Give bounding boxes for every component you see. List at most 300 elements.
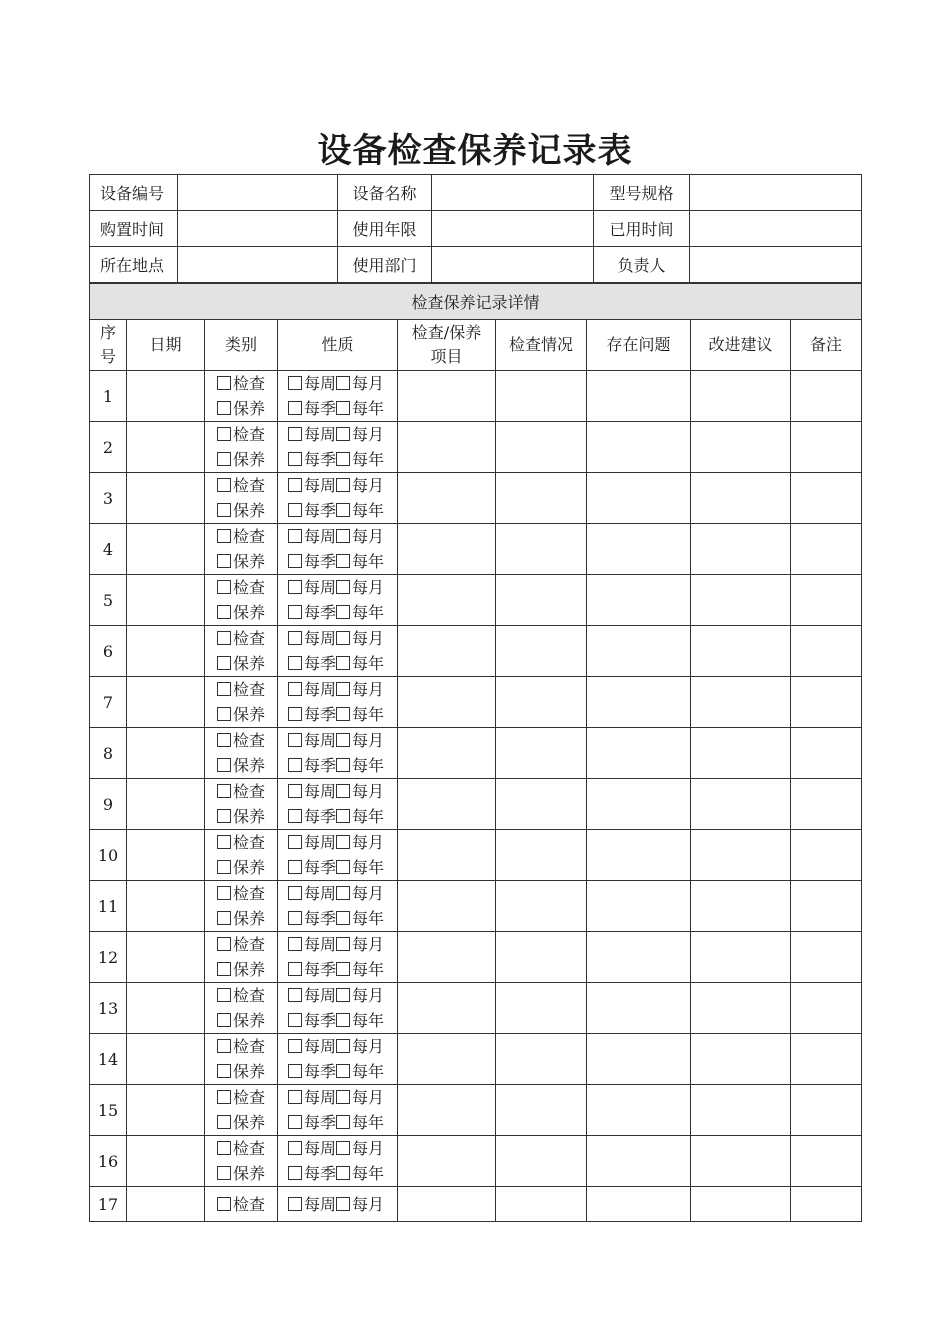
- checkbox[interactable]: [217, 580, 231, 594]
- category-cell: [205, 473, 278, 524]
- item-cell[interactable]: [398, 575, 496, 626]
- row-number: 2: [90, 422, 127, 473]
- option-line: [278, 1085, 397, 1110]
- date-cell[interactable]: [127, 473, 205, 524]
- checkbox[interactable]: [336, 962, 350, 976]
- checkbox[interactable]: [336, 886, 350, 900]
- remark-cell[interactable]: [791, 422, 862, 473]
- condition-cell[interactable]: [496, 626, 587, 677]
- checkbox-label: 每月: [352, 731, 385, 750]
- checkbox-label: 每月: [352, 1088, 385, 1107]
- checkbox-label: 每年: [352, 1062, 385, 1081]
- section-title: 检查保养记录详情: [90, 284, 862, 320]
- info-row: [90, 247, 862, 283]
- remark-cell[interactable]: [791, 1034, 862, 1085]
- remark-cell[interactable]: [791, 1136, 862, 1187]
- date-cell[interactable]: [127, 830, 205, 881]
- table-row: [90, 371, 862, 422]
- suggestion-cell[interactable]: [691, 881, 791, 932]
- condition-cell[interactable]: [496, 932, 587, 983]
- checkbox-label: 每月: [352, 1139, 385, 1158]
- option-line: [205, 473, 277, 498]
- item-cell[interactable]: [398, 983, 496, 1034]
- problem-cell[interactable]: [587, 371, 691, 422]
- checkbox[interactable]: [217, 886, 231, 900]
- checkbox[interactable]: [217, 1141, 231, 1155]
- remark-cell[interactable]: [791, 371, 862, 422]
- item-cell[interactable]: [398, 1085, 496, 1136]
- checkbox[interactable]: [288, 401, 302, 415]
- checkbox[interactable]: [217, 733, 231, 747]
- option-line: [205, 1085, 277, 1110]
- checkbox[interactable]: [288, 1013, 302, 1027]
- checkbox[interactable]: [217, 452, 231, 466]
- option-line: [278, 600, 397, 625]
- checkbox[interactable]: [217, 656, 231, 670]
- location-field[interactable]: [178, 247, 338, 283]
- condition-cell[interactable]: [496, 1085, 587, 1136]
- nature-cell: [278, 1085, 398, 1136]
- checkbox[interactable]: [336, 580, 350, 594]
- checkbox-label: 每周: [304, 1088, 337, 1107]
- checkbox[interactable]: [288, 631, 302, 645]
- checkbox[interactable]: [336, 1039, 350, 1053]
- row-number: 5: [90, 575, 127, 626]
- condition-cell[interactable]: [496, 677, 587, 728]
- row-number: 10: [90, 830, 127, 881]
- option-line: [278, 498, 397, 523]
- checkbox[interactable]: [288, 1090, 302, 1104]
- checkbox-label: 每年: [352, 807, 385, 826]
- checkbox-label: 每月: [352, 425, 385, 444]
- category-cell: [205, 779, 278, 830]
- remark-cell[interactable]: [791, 1085, 862, 1136]
- checkbox[interactable]: [336, 835, 350, 849]
- checkbox[interactable]: [288, 784, 302, 798]
- item-cell[interactable]: [398, 881, 496, 932]
- header-nature: 性质: [278, 320, 398, 371]
- condition-cell[interactable]: [496, 779, 587, 830]
- checkbox-label: 每周: [304, 476, 337, 495]
- info-label-used-time: 已用时间: [594, 211, 690, 247]
- checkbox[interactable]: [217, 784, 231, 798]
- date-cell[interactable]: [127, 626, 205, 677]
- checkbox-label: 检查: [233, 884, 266, 903]
- model-spec-field[interactable]: [690, 175, 862, 211]
- option-line: [205, 677, 277, 702]
- row-number: 6: [90, 626, 127, 677]
- checkbox[interactable]: [288, 1166, 302, 1180]
- date-cell[interactable]: [127, 677, 205, 728]
- service-life-field[interactable]: [432, 211, 594, 247]
- checkbox[interactable]: [288, 758, 302, 772]
- checkbox[interactable]: [217, 554, 231, 568]
- checkbox[interactable]: [336, 937, 350, 951]
- checkbox[interactable]: [217, 376, 231, 390]
- checkbox[interactable]: [217, 1090, 231, 1104]
- checkbox[interactable]: [336, 529, 350, 543]
- table-row: [90, 932, 862, 983]
- checkbox[interactable]: [288, 1197, 302, 1211]
- checkbox[interactable]: [217, 860, 231, 874]
- checkbox[interactable]: [217, 937, 231, 951]
- info-row: [90, 211, 862, 247]
- remark-cell[interactable]: [791, 728, 862, 779]
- date-cell[interactable]: [127, 1136, 205, 1187]
- item-cell[interactable]: [398, 371, 496, 422]
- checkbox[interactable]: [288, 682, 302, 696]
- checkbox-label: 每周: [304, 578, 337, 597]
- table-row: [90, 524, 862, 575]
- checkbox[interactable]: [217, 605, 231, 619]
- date-cell[interactable]: [127, 575, 205, 626]
- checkbox[interactable]: [336, 1013, 350, 1027]
- checkbox[interactable]: [336, 631, 350, 645]
- option-line: [278, 1059, 397, 1084]
- problem-cell[interactable]: [587, 932, 691, 983]
- equipment-no-field[interactable]: [178, 175, 338, 211]
- suggestion-cell[interactable]: [691, 1085, 791, 1136]
- problem-cell[interactable]: [587, 677, 691, 728]
- checkbox[interactable]: [217, 707, 231, 721]
- remark-cell[interactable]: [791, 779, 862, 830]
- checkbox[interactable]: [217, 911, 231, 925]
- checkbox-label: 每季: [304, 909, 337, 928]
- date-cell[interactable]: [127, 1034, 205, 1085]
- checkbox-label: 检查: [233, 986, 266, 1005]
- date-cell[interactable]: [127, 1085, 205, 1136]
- date-cell[interactable]: [127, 422, 205, 473]
- checkbox[interactable]: [288, 886, 302, 900]
- checkbox[interactable]: [336, 1090, 350, 1104]
- checkbox[interactable]: [217, 401, 231, 415]
- remark-cell[interactable]: [791, 932, 862, 983]
- suggestion-cell[interactable]: [691, 728, 791, 779]
- suggestion-cell[interactable]: [691, 524, 791, 575]
- checkbox[interactable]: [288, 1039, 302, 1053]
- condition-cell[interactable]: [496, 422, 587, 473]
- purchase-time-field[interactable]: [178, 211, 338, 247]
- date-cell[interactable]: [127, 983, 205, 1034]
- checkbox[interactable]: [336, 911, 350, 925]
- checkbox[interactable]: [336, 478, 350, 492]
- option-line: [205, 804, 277, 829]
- date-cell[interactable]: [127, 1187, 205, 1222]
- item-cell[interactable]: [398, 473, 496, 524]
- problem-cell[interactable]: [587, 473, 691, 524]
- item-cell[interactable]: [398, 932, 496, 983]
- checkbox[interactable]: [336, 401, 350, 415]
- checkbox[interactable]: [288, 1064, 302, 1078]
- checkbox[interactable]: [288, 529, 302, 543]
- row-number: 8: [90, 728, 127, 779]
- suggestion-cell[interactable]: [691, 779, 791, 830]
- table-row: [90, 728, 862, 779]
- checkbox[interactable]: [336, 1115, 350, 1129]
- nature-cell: [278, 575, 398, 626]
- condition-cell[interactable]: [496, 575, 587, 626]
- person-in-charge-field[interactable]: [690, 247, 862, 283]
- checkbox[interactable]: [336, 1141, 350, 1155]
- nature-cell: [278, 728, 398, 779]
- option-line: [205, 830, 277, 855]
- suggestion-cell[interactable]: [691, 677, 791, 728]
- item-cell[interactable]: [398, 677, 496, 728]
- checkbox[interactable]: [288, 376, 302, 390]
- date-cell[interactable]: [127, 932, 205, 983]
- option-line: [278, 371, 397, 396]
- option-line: [205, 779, 277, 804]
- suggestion-cell[interactable]: [691, 983, 791, 1034]
- problem-cell[interactable]: [587, 575, 691, 626]
- date-cell[interactable]: [127, 881, 205, 932]
- checkbox[interactable]: [288, 962, 302, 976]
- remark-cell[interactable]: [791, 1187, 862, 1222]
- checkbox-label: 每季: [304, 1113, 337, 1132]
- condition-cell[interactable]: [496, 524, 587, 575]
- checkbox-label: 每季: [304, 960, 337, 979]
- checkbox[interactable]: [217, 1115, 231, 1129]
- checkbox[interactable]: [336, 860, 350, 874]
- date-cell[interactable]: [127, 371, 205, 422]
- table-row: [90, 1085, 862, 1136]
- checkbox[interactable]: [288, 937, 302, 951]
- checkbox[interactable]: [336, 707, 350, 721]
- suggestion-cell[interactable]: [691, 932, 791, 983]
- checkbox-label: 保养: [233, 1113, 266, 1132]
- row-number: 7: [90, 677, 127, 728]
- category-cell: [205, 1034, 278, 1085]
- checkbox[interactable]: [217, 1166, 231, 1180]
- checkbox[interactable]: [336, 1166, 350, 1180]
- checkbox[interactable]: [288, 580, 302, 594]
- info-label-person-in-charge: 负责人: [594, 247, 690, 283]
- checkbox[interactable]: [217, 503, 231, 517]
- remark-cell[interactable]: [791, 473, 862, 524]
- suggestion-cell[interactable]: [691, 626, 791, 677]
- option-line: [205, 906, 277, 931]
- item-cell[interactable]: [398, 626, 496, 677]
- category-cell: [205, 1136, 278, 1187]
- problem-cell[interactable]: [587, 881, 691, 932]
- category-cell: [205, 677, 278, 728]
- remark-cell[interactable]: [791, 983, 862, 1034]
- checkbox[interactable]: [336, 1064, 350, 1078]
- checkbox[interactable]: [217, 631, 231, 645]
- checkbox[interactable]: [217, 835, 231, 849]
- checkbox[interactable]: [288, 835, 302, 849]
- checkbox-label: 每周: [304, 731, 337, 750]
- checkbox-label: 检查: [233, 425, 266, 444]
- problem-cell[interactable]: [587, 524, 691, 575]
- checkbox[interactable]: [336, 733, 350, 747]
- checkbox-label: 每季: [304, 603, 337, 622]
- problem-cell[interactable]: [587, 983, 691, 1034]
- checkbox[interactable]: [217, 529, 231, 543]
- category-cell: [205, 830, 278, 881]
- item-cell[interactable]: [398, 524, 496, 575]
- checkbox[interactable]: [288, 554, 302, 568]
- header-category: 类别: [205, 320, 278, 371]
- checkbox[interactable]: [217, 682, 231, 696]
- date-cell[interactable]: [127, 524, 205, 575]
- checkbox[interactable]: [217, 427, 231, 441]
- item-cell[interactable]: [398, 779, 496, 830]
- category-cell: [205, 1187, 278, 1222]
- suggestion-cell[interactable]: [691, 1034, 791, 1085]
- problem-cell[interactable]: [587, 779, 691, 830]
- checkbox[interactable]: [336, 452, 350, 466]
- row-number: 17: [90, 1187, 127, 1222]
- checkbox[interactable]: [336, 427, 350, 441]
- date-cell[interactable]: [127, 779, 205, 830]
- suggestion-cell[interactable]: [691, 371, 791, 422]
- department-field[interactable]: [432, 247, 594, 283]
- suggestion-cell[interactable]: [691, 1187, 791, 1222]
- remark-cell[interactable]: [791, 677, 862, 728]
- checkbox-label: 每年: [352, 960, 385, 979]
- category-cell: [205, 422, 278, 473]
- checkbox-label: 检查: [233, 1194, 266, 1214]
- checkbox[interactable]: [336, 758, 350, 772]
- nature-cell: [278, 1034, 398, 1085]
- checkbox[interactable]: [288, 503, 302, 517]
- condition-cell[interactable]: [496, 881, 587, 932]
- checkbox[interactable]: [288, 911, 302, 925]
- checkbox[interactable]: [288, 988, 302, 1002]
- checkbox[interactable]: [288, 478, 302, 492]
- date-cell[interactable]: [127, 728, 205, 779]
- checkbox[interactable]: [217, 758, 231, 772]
- checkbox-label: 每季: [304, 654, 337, 673]
- checkbox-label: 每月: [352, 986, 385, 1005]
- condition-cell[interactable]: [496, 1187, 587, 1222]
- checkbox[interactable]: [288, 809, 302, 823]
- condition-cell[interactable]: [496, 830, 587, 881]
- item-cell[interactable]: [398, 1136, 496, 1187]
- condition-cell[interactable]: [496, 1034, 587, 1085]
- remark-cell[interactable]: [791, 626, 862, 677]
- checkbox[interactable]: [288, 656, 302, 670]
- checkbox-label: 保养: [233, 960, 266, 979]
- checkbox[interactable]: [288, 860, 302, 874]
- remark-cell[interactable]: [791, 524, 862, 575]
- checkbox[interactable]: [336, 988, 350, 1002]
- table-row: [90, 626, 862, 677]
- item-cell[interactable]: [398, 830, 496, 881]
- checkbox[interactable]: [336, 1197, 350, 1211]
- suggestion-cell[interactable]: [691, 473, 791, 524]
- checkbox-label: 每季: [304, 450, 337, 469]
- checkbox[interactable]: [336, 809, 350, 823]
- checkbox[interactable]: [217, 1039, 231, 1053]
- checkbox[interactable]: [336, 376, 350, 390]
- suggestion-cell[interactable]: [691, 575, 791, 626]
- nature-cell: [278, 422, 398, 473]
- checkbox-label: 每周: [304, 374, 337, 393]
- checkbox[interactable]: [217, 988, 231, 1002]
- row-number: 1: [90, 371, 127, 422]
- item-cell[interactable]: [398, 1034, 496, 1085]
- checkbox[interactable]: [217, 1064, 231, 1078]
- suggestion-cell[interactable]: [691, 830, 791, 881]
- checkbox[interactable]: [217, 1197, 231, 1211]
- condition-cell[interactable]: [496, 473, 587, 524]
- checkbox[interactable]: [336, 554, 350, 568]
- checkbox-label: 每季: [304, 807, 337, 826]
- checkbox[interactable]: [288, 452, 302, 466]
- option-line: [205, 1161, 277, 1186]
- problem-cell[interactable]: [587, 830, 691, 881]
- suggestion-cell[interactable]: [691, 422, 791, 473]
- checkbox[interactable]: [336, 784, 350, 798]
- header-problem: 存在问题: [587, 320, 691, 371]
- checkbox-label: 保养: [233, 399, 266, 418]
- item-cell[interactable]: [398, 728, 496, 779]
- item-cell[interactable]: [398, 422, 496, 473]
- problem-cell[interactable]: [587, 728, 691, 779]
- table-row: [90, 1034, 862, 1085]
- checkbox[interactable]: [217, 478, 231, 492]
- item-cell[interactable]: [398, 1187, 496, 1222]
- checkbox[interactable]: [288, 605, 302, 619]
- condition-cell[interactable]: [496, 728, 587, 779]
- checkbox[interactable]: [288, 733, 302, 747]
- checkbox[interactable]: [288, 427, 302, 441]
- checkbox[interactable]: [217, 962, 231, 976]
- checkbox[interactable]: [336, 682, 350, 696]
- problem-cell[interactable]: [587, 1085, 691, 1136]
- problem-cell[interactable]: [587, 1034, 691, 1085]
- problem-cell[interactable]: [587, 626, 691, 677]
- checkbox[interactable]: [336, 503, 350, 517]
- checkbox[interactable]: [336, 605, 350, 619]
- checkbox-label: 每季: [304, 858, 337, 877]
- checkbox-label: 每年: [352, 1164, 385, 1183]
- equipment-name-field[interactable]: [432, 175, 594, 211]
- checkbox[interactable]: [336, 656, 350, 670]
- checkbox-label: 保养: [233, 450, 266, 469]
- checkbox-label: 每年: [352, 1011, 385, 1030]
- remark-cell[interactable]: [791, 830, 862, 881]
- used-time-field[interactable]: [690, 211, 862, 247]
- checkbox-label: 每月: [352, 629, 385, 648]
- checkbox[interactable]: [288, 1141, 302, 1155]
- option-line: [205, 932, 277, 957]
- row-number: 9: [90, 779, 127, 830]
- checkbox-label: 每月: [352, 884, 385, 903]
- problem-cell[interactable]: [587, 422, 691, 473]
- checkbox-label: 每季: [304, 705, 337, 724]
- checkbox-label: 检查: [233, 1088, 266, 1107]
- condition-cell[interactable]: [496, 983, 587, 1034]
- checkbox[interactable]: [288, 1115, 302, 1129]
- problem-cell[interactable]: [587, 1187, 691, 1222]
- checkbox-label: 每月: [352, 782, 385, 801]
- suggestion-cell[interactable]: [691, 1136, 791, 1187]
- checkbox[interactable]: [217, 1013, 231, 1027]
- checkbox[interactable]: [288, 707, 302, 721]
- checkbox-label: 每周: [304, 1194, 337, 1214]
- condition-cell[interactable]: [496, 1136, 587, 1187]
- checkbox-label: 每年: [352, 756, 385, 775]
- option-line: [205, 651, 277, 676]
- remark-cell[interactable]: [791, 575, 862, 626]
- condition-cell[interactable]: [496, 371, 587, 422]
- remark-cell[interactable]: [791, 881, 862, 932]
- checkbox[interactable]: [217, 809, 231, 823]
- problem-cell[interactable]: [587, 1136, 691, 1187]
